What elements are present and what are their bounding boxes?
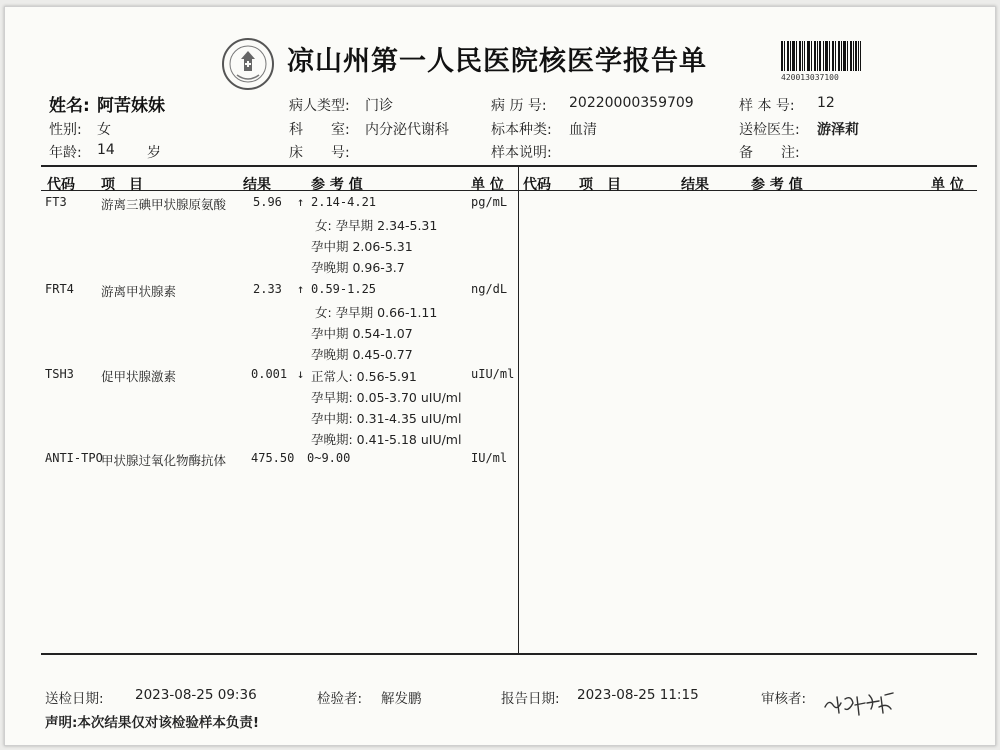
hospital-seal-icon [221, 37, 275, 91]
col-unit-right: 单 位 [931, 177, 964, 193]
specimen-type: 血清 [569, 122, 597, 138]
row-item: 促甲状腺激素 [101, 369, 177, 384]
statement: 声明:本次结果仅对该检验样本负责! [45, 715, 260, 731]
record-no-label: 病 历 号: [491, 98, 547, 114]
table-top-rule [41, 165, 977, 167]
row-ref: 孕晚期 0.45-0.77 [311, 347, 413, 362]
row-flag-down: ↓ [297, 367, 305, 381]
row-ref: 2.14-4.21 [311, 195, 377, 209]
dept: 内分泌代谢科 [365, 122, 449, 138]
col-reference-right: 参 考 值 [751, 177, 803, 193]
row-unit: IU/ml [471, 451, 508, 465]
row-result: 475.50 [251, 451, 295, 465]
row-item: 游离三碘甲状腺原氨酸 [101, 197, 227, 212]
row-result: 0.001 [251, 367, 288, 381]
sample-no-label: 样 本 号: [739, 98, 795, 114]
col-item-right: 项 目 [579, 177, 621, 193]
row-ref: 孕中期 2.06-5.31 [311, 239, 413, 254]
sample-no: 12 [817, 95, 835, 111]
table-center-divider [518, 167, 519, 653]
report-date-label: 报告日期: [501, 691, 560, 707]
table-bottom-rule [41, 653, 977, 655]
row-ref: 女: 孕早期 0.66-1.11 [315, 305, 438, 320]
row-ref: 孕中期: 0.31-4.35 uIU/ml [311, 411, 462, 426]
col-reference: 参 考 值 [311, 177, 363, 193]
row-code: FT3 [45, 195, 67, 209]
col-unit: 单 位 [471, 177, 504, 193]
row-unit: ng/dL [471, 282, 508, 296]
age-unit: 岁 [147, 145, 161, 161]
row-ref: 0.59-1.25 [311, 282, 377, 296]
submit-date-label: 送检日期: [45, 691, 104, 707]
reviewer-signature-icon [823, 689, 897, 719]
specimen-type-label: 标本种类: [491, 122, 552, 138]
row-ref: 0~9.00 [307, 451, 351, 465]
remarks-label: 备 注: [739, 145, 800, 161]
report-paper [4, 6, 996, 746]
report-date: 2023-08-25 11:15 [577, 687, 699, 703]
dept-label: 科 室: [289, 122, 350, 138]
row-ref: 孕早期: 0.05-3.70 uIU/ml [311, 390, 462, 405]
report-title: 凉山州第一人民医院核医学报告单 [287, 46, 707, 77]
bed-label: 床 号: [289, 145, 350, 161]
col-code-right: 代码 [523, 177, 551, 193]
patient-age: 14 [97, 142, 115, 158]
doctor: 游泽莉 [817, 122, 859, 138]
row-unit: pg/mL [471, 195, 508, 209]
row-code: ANTI-TPO [45, 451, 103, 465]
row-code: TSH3 [45, 367, 74, 381]
col-code: 代码 [47, 177, 75, 193]
doctor-label: 送检医生: [739, 122, 800, 138]
inspector-label: 检验者: [317, 691, 363, 707]
row-ref: 正常人: 0.56-5.91 [311, 369, 417, 384]
barcode [781, 41, 861, 71]
row-ref: 女: 孕早期 2.34-5.31 [315, 218, 438, 233]
row-unit: uIU/ml [471, 367, 515, 381]
col-result-right: 结果 [681, 177, 709, 193]
row-code: FRT4 [45, 282, 74, 296]
patient-type: 门诊 [365, 98, 393, 114]
age-label: 年龄: [49, 145, 82, 161]
row-item: 游离甲状腺素 [101, 284, 177, 299]
inspector: 解发鹏 [381, 691, 422, 707]
col-result: 结果 [243, 177, 271, 193]
row-item: 甲状腺过氧化物酶抗体 [101, 453, 227, 468]
row-ref: 孕晚期 0.96-3.7 [311, 260, 405, 275]
row-flag-up: ↑ [297, 282, 305, 296]
patient-name: 阿苦妹妹 [97, 96, 165, 116]
barcode-number: 420013037100 [781, 73, 839, 82]
table-header-rule [41, 190, 977, 191]
col-item: 项 目 [101, 177, 143, 193]
row-flag-up: ↑ [297, 195, 305, 209]
record-no: 20220000359709 [569, 95, 694, 111]
patient-type-label: 病人类型: [289, 98, 350, 114]
row-result: 2.33 [253, 282, 282, 296]
name-label: 姓名: [49, 96, 90, 116]
specimen-note-label: 样本说明: [491, 145, 552, 161]
submit-date: 2023-08-25 09:36 [135, 687, 257, 703]
gender-label: 性别: [49, 122, 82, 138]
patient-gender: 女 [97, 122, 111, 138]
row-ref: 孕晚期: 0.41-5.18 uIU/ml [311, 432, 462, 447]
row-ref: 孕中期 0.54-1.07 [311, 326, 413, 341]
row-result: 5.96 [253, 195, 282, 209]
reviewer-label: 审核者: [761, 691, 807, 707]
